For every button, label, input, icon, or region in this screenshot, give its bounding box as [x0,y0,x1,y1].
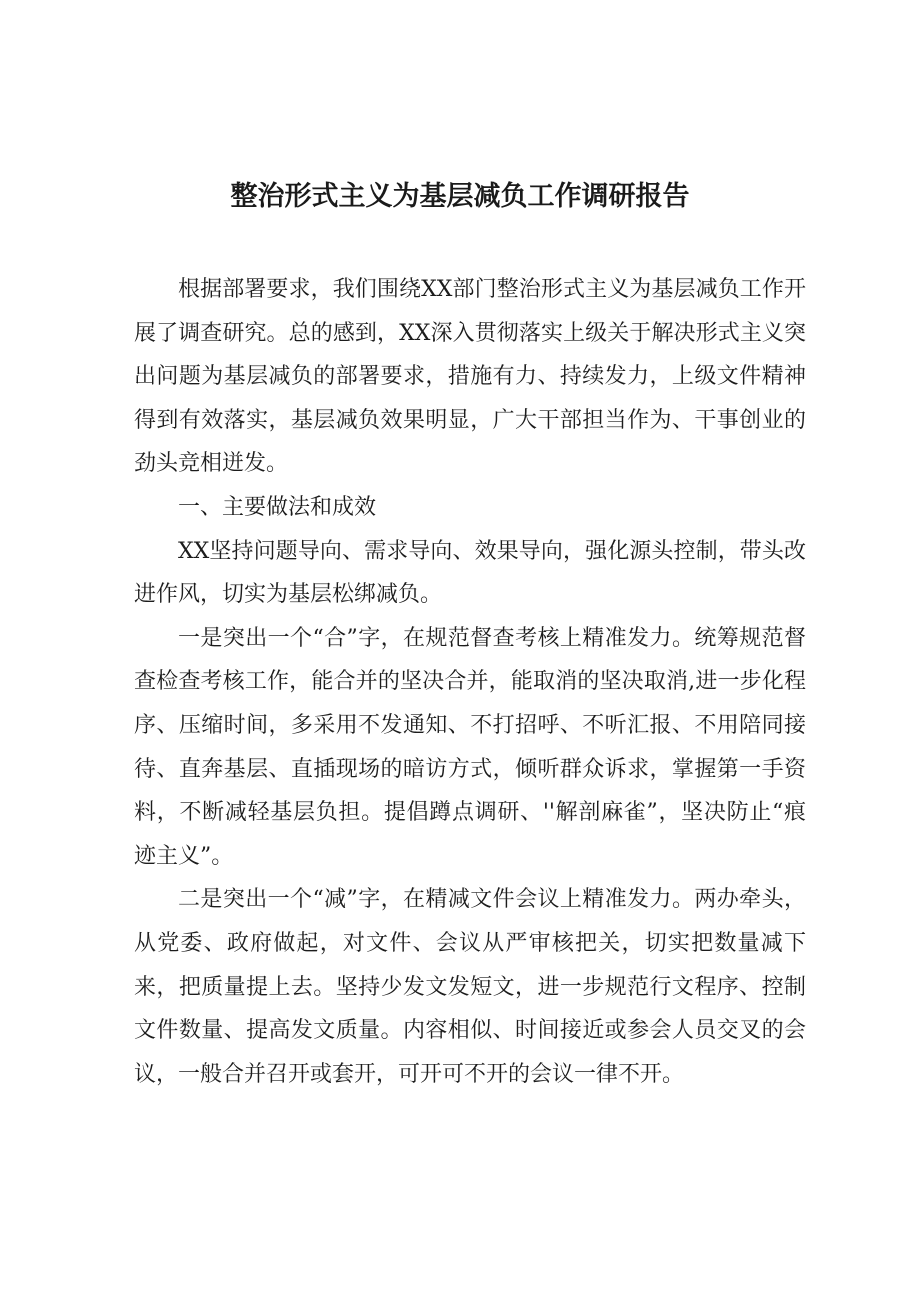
point-two-paragraph: 二是突出一个“减”字，在精减文件会议上精准发力。两办牵头，从党委、政府做起，对文件、会议从严审核把关，切实把数量减下来，把质量提上去。坚持少发文发短文，进一步规范行文程序、控制文件数量、提高发文质量。内容相似、时间接近或参会人员交叉的会议，一般合并召开或套开，可开可不开的会议一律不开。 [134,887,806,1087]
point-one-paragraph: 一是突出一个“合”字，在规范督查考核上精准发力。统筹规范督查检查考核工作，能合并的坚决合并，能取消的坚决取消,进一步化程序、压缩时间，多采用不发通知、不打招呼、不听汇报、不用陪同接待、直奔基层、直插现场的暗访方式，倾听群众诉求，掌握第一手资料，不断减轻基层负担。提倡蹲点调研、''解剖麻雀”，坚决防止“痕迹主义”。 [134,625,806,869]
intro-paragraph: 根据部署要求，我们围绕XX部门整治形式主义为基层减负工作开展了调查研究。总的感到，XX深入贯彻落实上级关于解决形式主义突出问题为基层减负的部署要求，措施有力、持续发力，上级文件精神得到有效落实，基层减负效果明显，广大干部担当作为、干事创业的劲头竞相迸发。 [134,277,806,477]
section-heading: 一、主要做法和成效 [178,494,377,520]
section-intro-paragraph: XX坚持问题导向、需求导向、效果导向，强化源头控制，带头改进作风，切实为基层松绑减负。 [134,538,806,608]
document-title: 整治形式主义为基层减负工作调研报告 [230,181,690,212]
document-body [134,268,806,1096]
